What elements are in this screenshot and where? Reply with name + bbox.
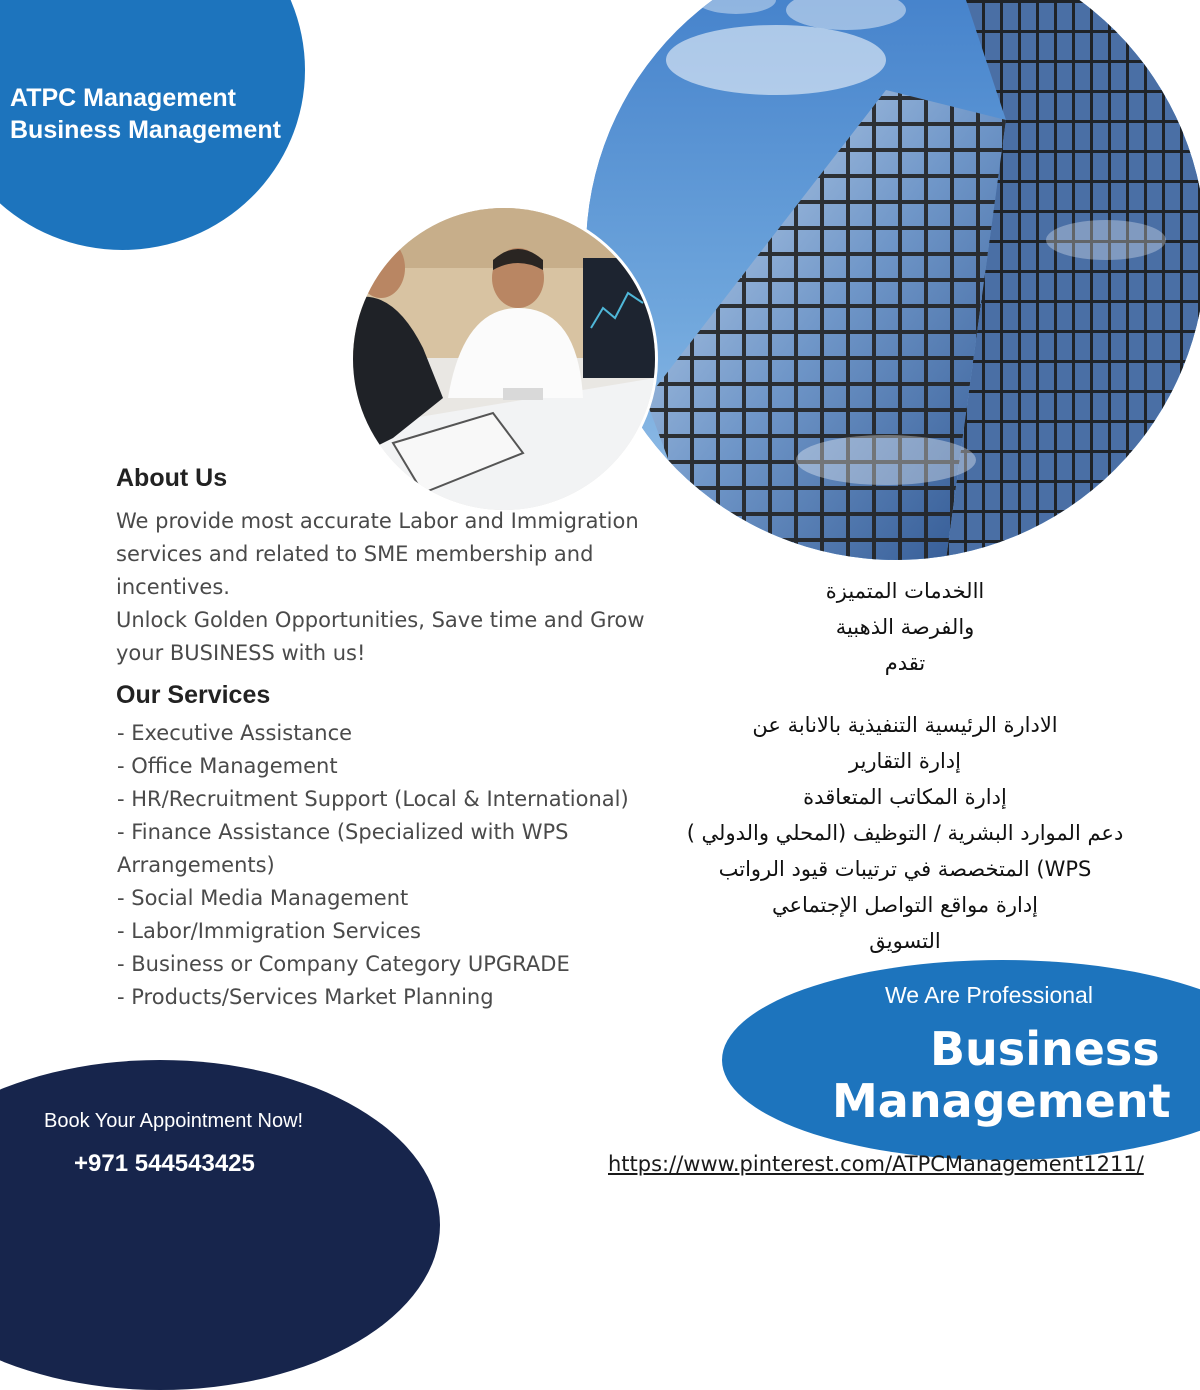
- arabic-intro: [700, 573, 1110, 681]
- badge-title-line2: Management: [832, 1074, 1171, 1128]
- services-heading: Our Services: [116, 681, 271, 709]
- service-item: - Executive Assistance: [117, 721, 353, 745]
- service-item: - Business or Company Category UPGRADE: [117, 952, 570, 976]
- about-heading: About Us: [116, 464, 228, 492]
- brand-title: [10, 82, 310, 146]
- arabic-intro-line: االخدمات المتميزة: [825, 579, 985, 603]
- office-meeting-image: [350, 205, 658, 513]
- arabic-service-item: التسويق: [869, 929, 941, 953]
- skyscraper-illustration: [586, 0, 1200, 560]
- badge-title-line1: Business: [930, 1022, 1160, 1076]
- office-meeting-illustration: [353, 208, 655, 510]
- arabic-service-item: دعم الموارد البشرية / التوظيف (المحلي والدولي ): [686, 821, 1124, 845]
- service-item: - Finance Assistance (Specialized with WPS Arrangements): [117, 820, 569, 877]
- service-item: - HR/Recruitment Support (Local & International): [117, 787, 629, 811]
- arabic-intro-line: والفرصة الذهبية: [835, 615, 975, 639]
- brand-title-line1: ATPC Management: [10, 84, 236, 112]
- arabic-service-item: WPS) المتخصصة في ترتيبات قيود الرواتب: [718, 857, 1092, 881]
- service-item: - Labor/Immigration Services: [117, 919, 421, 943]
- skyscraper-image: [586, 0, 1200, 560]
- arabic-service-item: إدارة مواقع التواصل الإجتماعي: [771, 893, 1039, 917]
- service-item: - Social Media Management: [117, 886, 409, 910]
- arabic-services-list: [640, 707, 1170, 959]
- service-item: - Products/Services Market Planning: [117, 985, 494, 1009]
- arabic-intro-line: تقدم: [884, 651, 926, 675]
- arabic-service-item: إدارة التقارير: [848, 749, 961, 773]
- arabic-service-item: الادارة الرئيسية التنفيذية بالانابة عن: [752, 713, 1058, 737]
- service-item: - Office Management: [117, 754, 338, 778]
- badge-tagline: We Are Professional: [885, 982, 1093, 1008]
- about-paragraph: We provide most accurate Labor and Immigration services and related to SME membership and incentives.: [116, 509, 639, 599]
- services-list: [117, 717, 637, 1014]
- arabic-service-item: إدارة المكاتب المتعاقدة: [803, 785, 1007, 809]
- booking-phone[interactable]: +971 544543425: [74, 1150, 255, 1177]
- pinterest-link[interactable]: https://www.pinterest.com/ATPCManagement1211/: [608, 1152, 1144, 1176]
- booking-label: Book Your Appointment Now!: [44, 1110, 304, 1132]
- about-paragraph: Unlock Golden Opportunities, Save time and Grow your BUSINESS with us!: [116, 608, 645, 665]
- brand-title-line2: Business Management: [10, 116, 281, 144]
- about-text: [116, 505, 696, 670]
